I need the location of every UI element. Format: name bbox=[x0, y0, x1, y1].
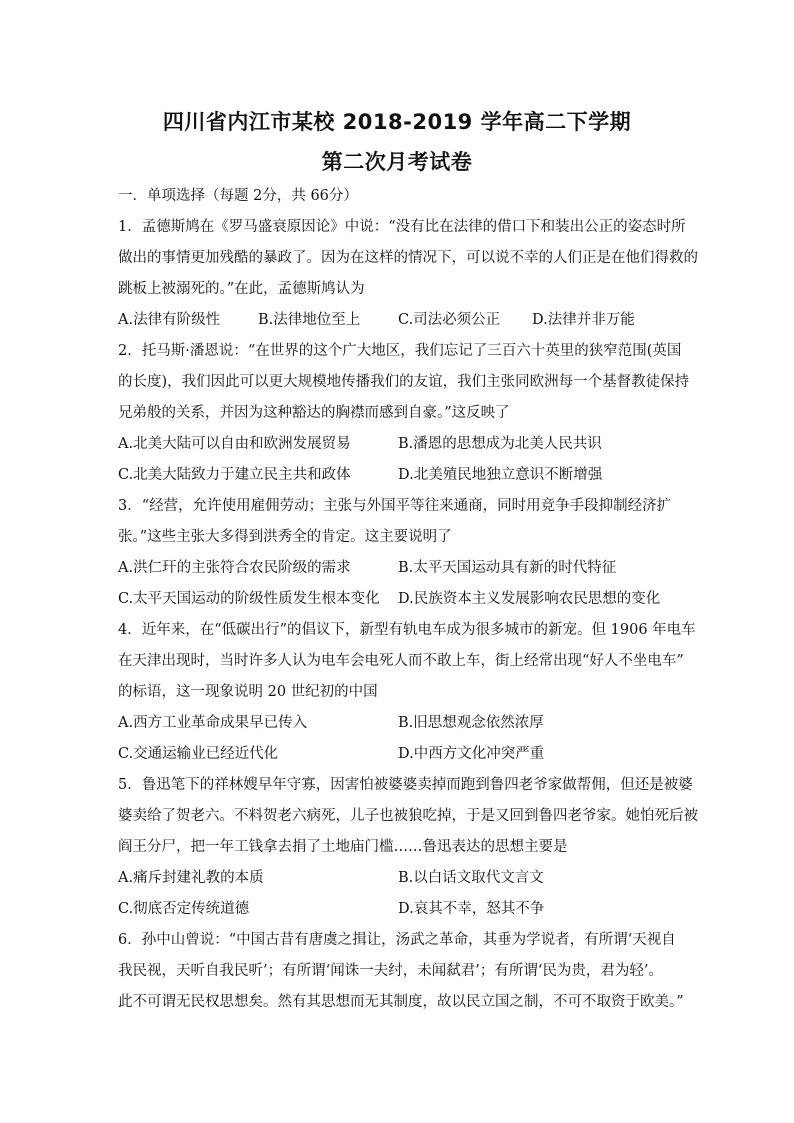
question-3-option-b: B.太平天国运动具有新的时代特征 bbox=[398, 560, 617, 576]
question-1-option-d: D.法律并非万能 bbox=[532, 312, 635, 328]
question-1-line-3: 跳板上被溺死的。”在此，孟德斯鸠认为 bbox=[118, 281, 365, 297]
question-2-line-2: 的长度)，我们因此可以更大规模地传播我们的友谊，我们主张同欧洲每一个基督教徒保持 bbox=[118, 374, 690, 390]
question-2-option-c: C.北美大陆致力于建立民主共和政体 bbox=[118, 467, 351, 483]
question-1-line-2: 做出的事情更加残酷的暴政了。因为在这样的情况下，可以说不幸的人们正是在他们得救的 bbox=[118, 250, 698, 266]
question-5-option-a: A.痛斥封建礼教的本质 bbox=[118, 870, 264, 886]
question-4-option-a: A.西方工业革命成果早已传入 bbox=[118, 715, 308, 731]
question-6-line-1: 6．孙中山曾说：“中国古昔有唐虞之揖让，汤武之革命，其垂为学说者，有所谓‘天视自 bbox=[118, 932, 676, 948]
question-1-option-b: B.法律地位至上 bbox=[258, 312, 361, 328]
question-5-line-1: 5．鲁迅笔下的祥林嫂早年守寡，因害怕被婆婆卖掉而跑到鲁四老爷家做帮佣，但还是被婆 bbox=[118, 777, 693, 793]
question-2-line-3: 兄弟般的关系，并因为这种豁达的胸襟而感到自豪。”这反映了 bbox=[118, 405, 510, 421]
question-5-line-2: 婆卖给了贺老六。不料贺老六病死，儿子也被狼吃掉，于是又回到鲁四老爷家。她怕死后被 bbox=[118, 808, 698, 824]
page-title: 四川省内江市某校 2018-2019 学年高二下学期 bbox=[162, 110, 632, 134]
question-6-line-2: 我民视，天听自我民听’；有所谓‘闻诛一夫纣，未闻弑君’；有所谓‘民为贵，君为轻’。 bbox=[118, 963, 664, 979]
question-3-line-1: 3．“经营，允许使用雇佣劳动；主张与外国平等往来通商，同时用竞争手段抑制经济扩 bbox=[118, 498, 672, 514]
question-1-option-c: C.司法必须公正 bbox=[398, 312, 501, 328]
question-4-option-c: C.交通运输业已经近代化 bbox=[118, 746, 279, 762]
question-1-option-a: A.法律有阶级性 bbox=[118, 312, 221, 328]
question-4-option-b: B.旧思想观念依然浓厚 bbox=[398, 715, 544, 731]
section-heading: 一．单项选择（每题 2分，共 66分） bbox=[118, 188, 358, 204]
question-4-line-3: 的标语，这一现象说明 20 世纪初的中国 bbox=[118, 684, 378, 700]
question-5-option-b: B.以白话文取代文言文 bbox=[398, 870, 544, 886]
question-4-option-d: D.中西方文化冲突严重 bbox=[398, 746, 545, 762]
question-3-option-c: C.太平天国运动的阶级性质发生根本变化 bbox=[118, 591, 380, 607]
question-3-line-2: 张。”这些主张大多得到洪秀全的肯定。这主要说明了 bbox=[118, 529, 452, 545]
question-2-option-d: D.北美殖民地独立意识不断增强 bbox=[398, 467, 603, 483]
question-2-option-b: B.潘恩的思想成为北美人民共识 bbox=[398, 436, 602, 452]
question-3-option-d: D.民族资本主义发展影响农民思想的变化 bbox=[398, 591, 661, 607]
question-2-line-1: 2．托马斯·潘恩说：“在世界的这个广大地区，我们忘记了三百六十英里的狭窄范围(英国 bbox=[118, 343, 682, 359]
question-6-line-3: 此不可谓无民权思想矣。然有其思想而无其制度，故以民立国之制，不可不取资于欧美。” bbox=[118, 994, 684, 1010]
question-4-line-2: 在天津出现时，当时许多人认为电车会电死人而不敢上车，街上经常出现“好人不坐电车” bbox=[118, 653, 684, 669]
question-2-option-a: A.北美大陆可以自由和欧洲发展贸易 bbox=[118, 436, 351, 452]
question-4-line-1: 4．近年来，在“低碳出行”的倡议下，新型有轨电车成为很多城市的新宠。但 1906 年电车 bbox=[118, 622, 696, 638]
question-3-option-a: A.洪仁玕的主张符合农民阶级的需求 bbox=[118, 560, 351, 576]
question-5-option-c: C.彻底否定传统道德 bbox=[118, 901, 250, 917]
question-1-line-1: 1．孟德斯鸠在《罗马盛衰原因论》中说：“没有比在法律的借口下和装出公正的姿态时所 bbox=[118, 219, 686, 235]
page-subtitle: 第二次月考试卷 bbox=[321, 150, 473, 174]
question-5-line-3: 阎王分尸，把一年工钱拿去捐了土地庙门槛……鲁迅表达的思想主要是 bbox=[118, 839, 568, 855]
question-5-option-d: D.哀其不幸，怒其不争 bbox=[398, 901, 545, 917]
